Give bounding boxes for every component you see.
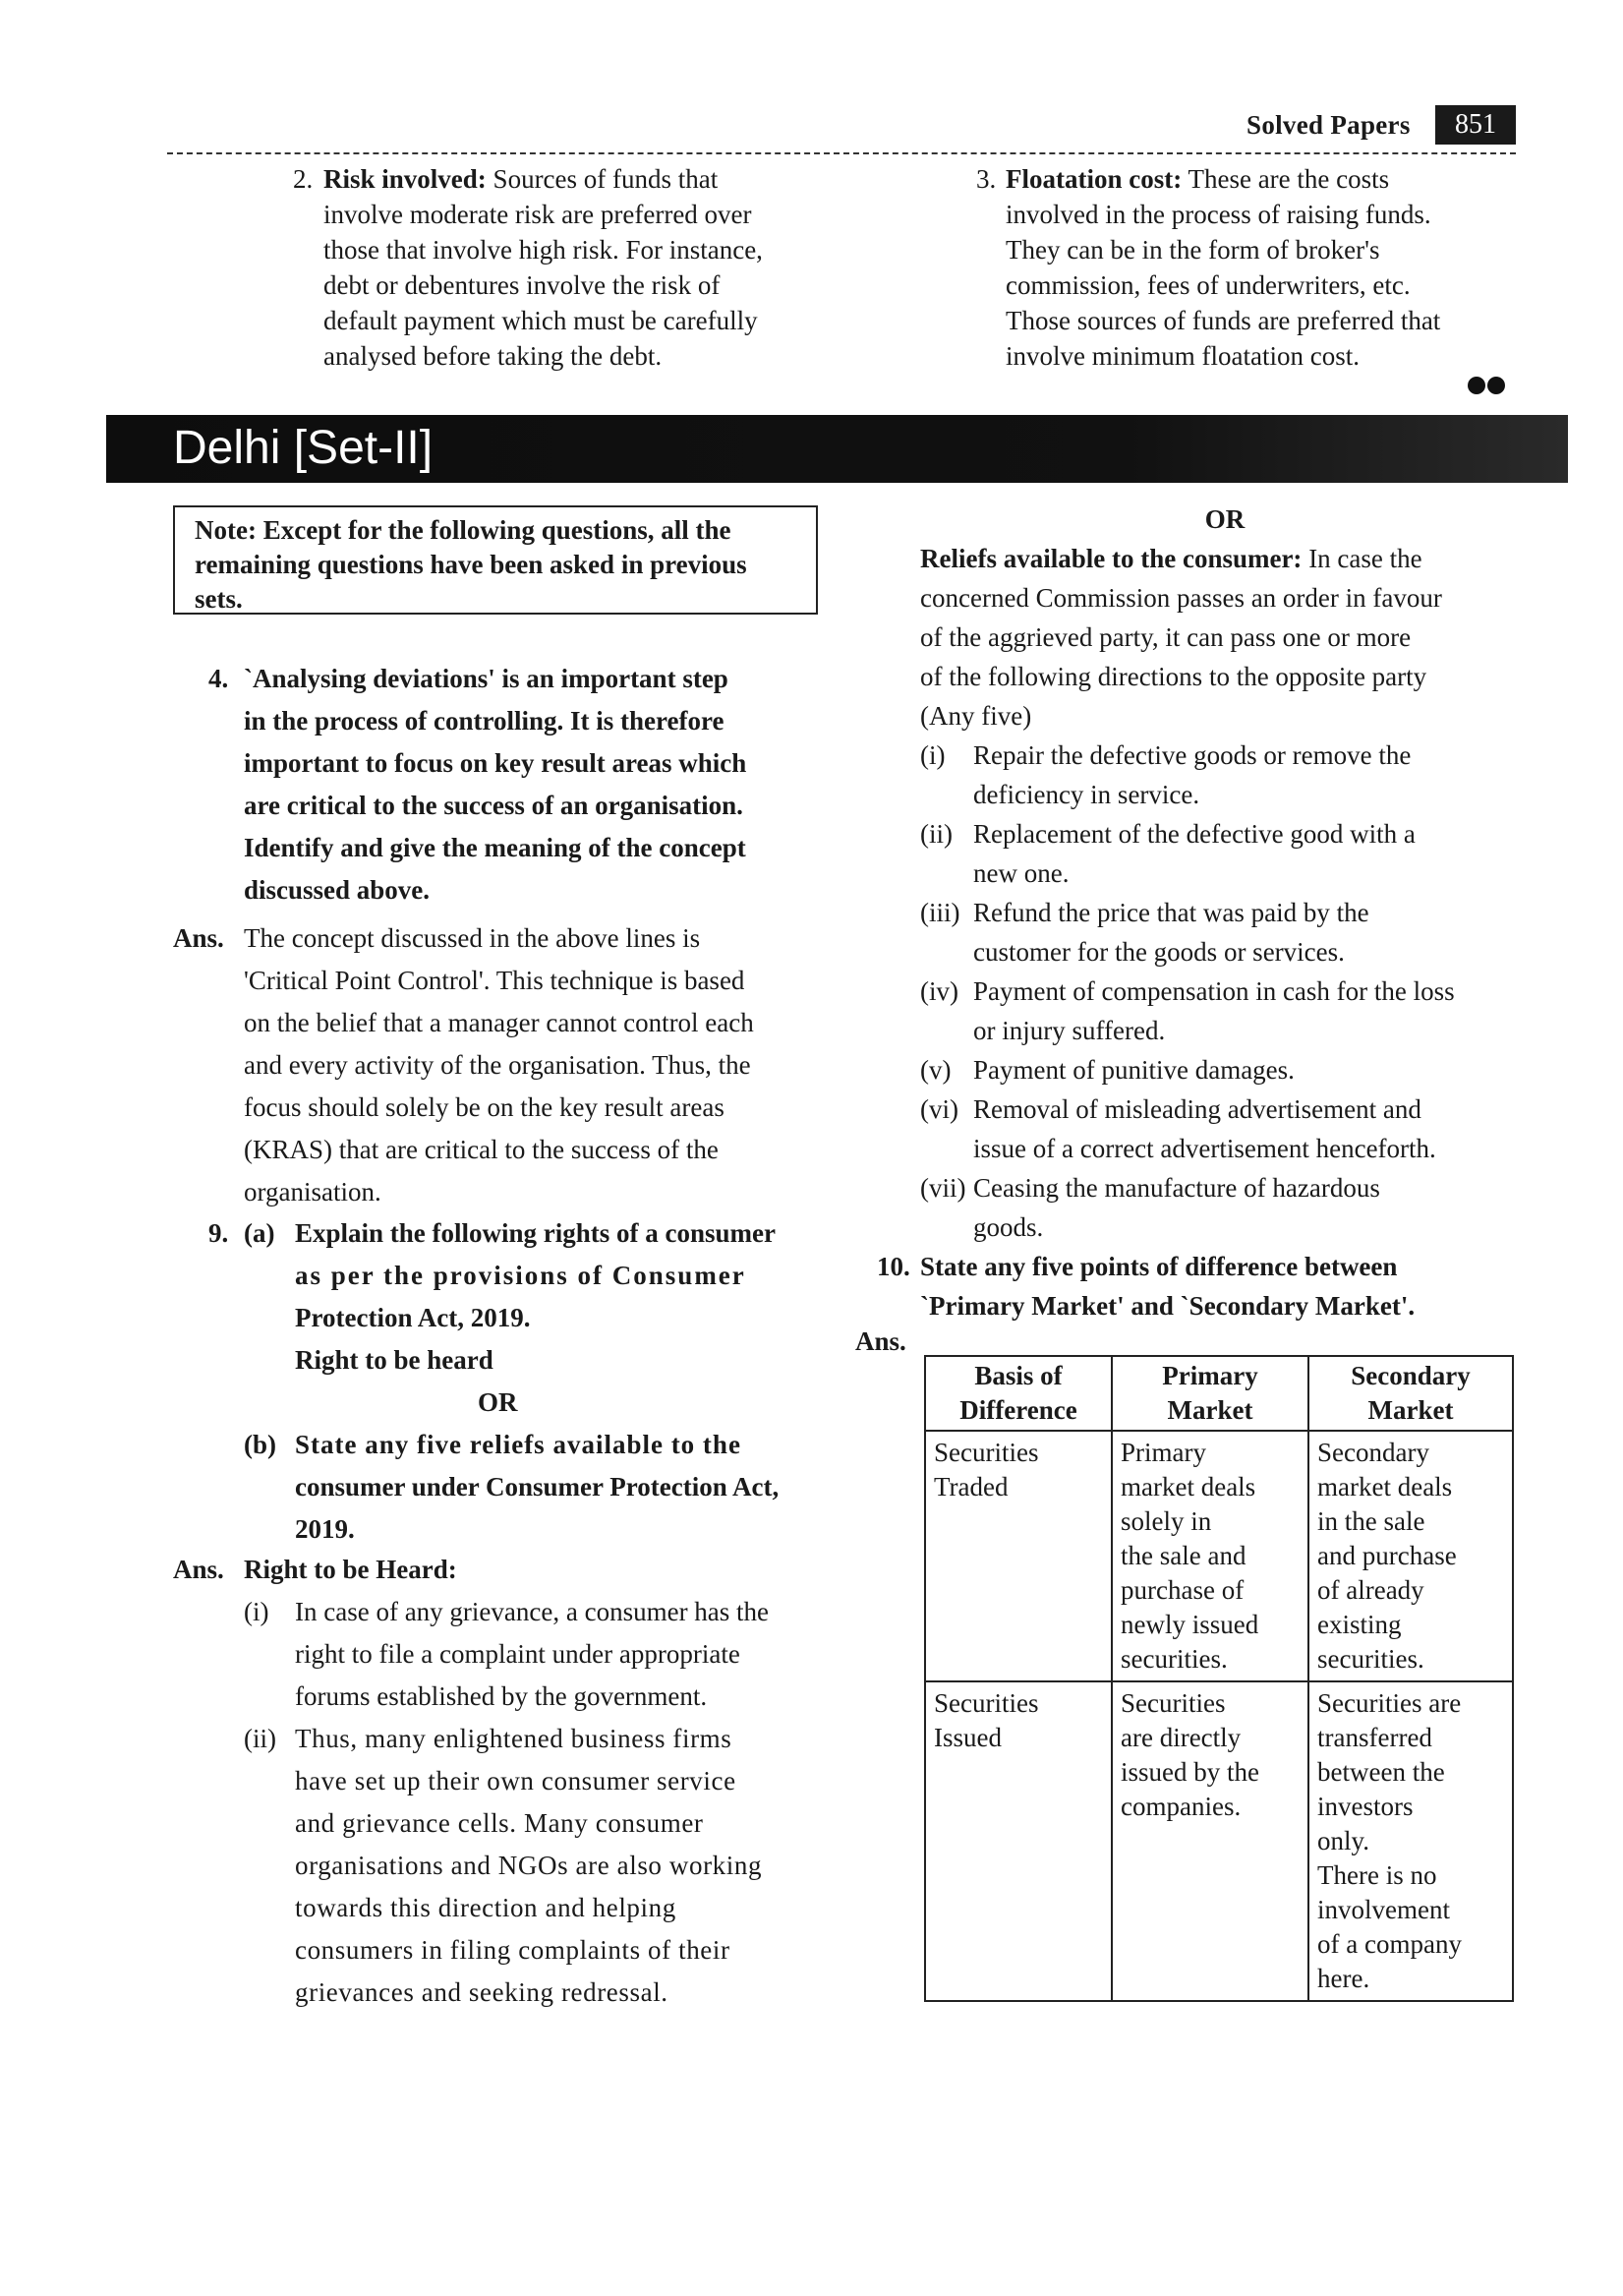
- list-item: (i) Repair the defective goods or remove the deficiency in service.: [920, 740, 1412, 809]
- table-cell: Primary market deals solely in the sale and purchase of newly issued securities.: [1112, 1431, 1308, 1681]
- question-number: 9.: [208, 1218, 229, 1248]
- list-item: (v) Payment of punitive damages.: [920, 1055, 1295, 1085]
- table-cell: Securities Issued: [925, 1681, 1112, 2001]
- table-cell: Securities are directly issued by the companies.: [1112, 1681, 1308, 2001]
- question-10: 10. State any five points of difference between `Primary Market' and `Secondary Market'.: [877, 1247, 1536, 1325]
- risk-involved-point: 2. Risk involved: Sources of funds that involve moderate risk are preferred over those that involve high risk. For instance, debt or debentures involve the risk of default payment which must be carefully analysed before taking the debt.: [293, 161, 843, 374]
- table-header-cell: Primary Market: [1112, 1356, 1308, 1431]
- answer-label: Ans.: [855, 1326, 906, 1356]
- table-cell: Securities are transferred between the investors only. There is no involvement of a company here.: [1308, 1681, 1513, 2001]
- or-divider: OR: [1204, 504, 1246, 534]
- question-9: 9. (a) Explain the following rights of a consumer as per the provisions of Consumer Protection Act, 2019. Right to be heard OR (b) State any five reliefs available to the consumer under Consumer Protection Act, 2019.: [208, 1212, 838, 1551]
- point-number: 3.: [976, 164, 997, 194]
- point-title: Risk involved:: [323, 164, 487, 194]
- table-header-row: [925, 1356, 1513, 1431]
- list-item: (vi) Removal of misleading advertisement and issue of a correct advertisement henceforth.: [920, 1094, 1436, 1163]
- running-title: Solved Papers: [1246, 110, 1411, 140]
- end-marker-icon: [1468, 377, 1511, 394]
- part-label: (b): [244, 1430, 276, 1459]
- table-row: [925, 1431, 1513, 1681]
- answer-title: Right to be Heard:: [244, 1555, 457, 1584]
- table-cell: Securities Traded: [925, 1431, 1112, 1681]
- page-number: 851: [1435, 105, 1516, 145]
- list-item: (iii) Refund the price that was paid by the customer for the goods or services.: [920, 898, 1369, 967]
- list-item: (iv) Payment of compensation in cash for the loss or injury suffered.: [920, 976, 1455, 1045]
- part-label: (a): [244, 1218, 275, 1248]
- list-item: (ii) Replacement of the defective good with a new one.: [920, 819, 1416, 888]
- floatation-cost-point: 3. Floatation cost: These are the costs involved in the process of raising funds. They can be in the form of broker's commission, fees of underwriters, etc. Those sources of funds are preferred that involve minimum floatation cost.: [976, 161, 1527, 374]
- question-4: 4. `Analysing deviations' is an important step in the process of controlling. It is therefore important to focus on key result areas which are critical to the success of an organisation. Identify and give the meaning of the concept discussed above.: [208, 658, 838, 912]
- answer-9: Ans. Right to be Heard: (i) In case of any grievance, a consumer has the right to file a complaint under appropriate forums established by the government. (ii) Thus, many enlightened business firms have set up their own consumer service and grievance cells. Many consumer organisations and NGOs are also working towards this direction and helping consumers in filing complaints of their grievances and seeking redressal.: [173, 1549, 841, 2014]
- reliefs-title: Reliefs available to the consumer:: [920, 544, 1303, 573]
- table-header-cell: Secondary Market: [1308, 1356, 1513, 1431]
- header-divider: [167, 152, 1516, 154]
- question-number: 4.: [208, 664, 229, 693]
- point-number: 2.: [293, 164, 314, 194]
- list-item: (vii) Ceasing the manufacture of hazardous goods.: [920, 1173, 1380, 1242]
- section-title: Delhi [Set-II]: [173, 422, 434, 474]
- answer-label: Ans.: [173, 923, 224, 953]
- table-row: [925, 1681, 1513, 2001]
- reliefs-answer: OR Reliefs available to the consumer: In case the concerned Commission passes an order in favour of the aggrieved party, it can pass one or more of the following directions to the opposite party (Any five) (i) Repair the defective goods or remove the deficiency in service. (ii) Replacement of the defective good with a new one. (iii) Refund the price that was paid by the customer for the goods or services. (iv) Payment of compensation in cash for the loss or injury suffered. (v) Payment of punitive damages. (vi) Removal of misleading advertisement and issue of a correct advertisement henceforth. (vii) Ceasing the manufacture of hazardous goods.: [920, 500, 1530, 1247]
- question-number: 10.: [877, 1252, 910, 1281]
- table-cell: Secondary market deals in the sale and purchase of already existing securities.: [1308, 1431, 1513, 1681]
- reliefs-list: [920, 736, 1530, 1247]
- point-title: Floatation cost:: [1006, 164, 1183, 194]
- note-box: Note: Except for the following questions, all the remaining questions have been asked in previous sets.: [173, 505, 818, 615]
- table-header-cell: Basis of Difference: [925, 1356, 1112, 1431]
- answer-4: Ans. The concept discussed in the above lines is 'Critical Point Control'. This technique is based on the belief that a manager cannot control each and every activity of the organisation. Thus, the focus should solely be on the key result areas (KRAS) that are critical to the success of the organisation.: [173, 917, 841, 1213]
- comparison-table: [924, 1355, 1514, 2002]
- answer-label: Ans.: [173, 1555, 224, 1584]
